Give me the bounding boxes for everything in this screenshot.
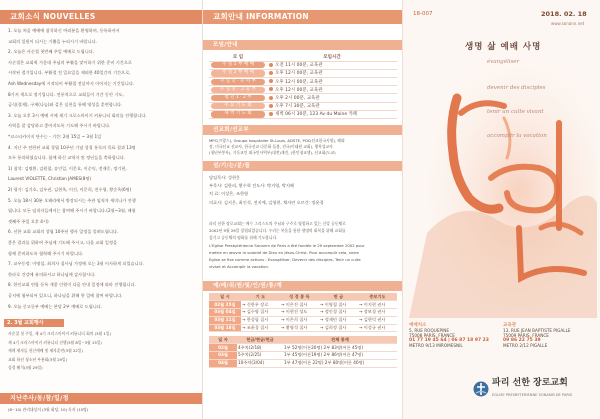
service-name: 주 일 1 부 예 배 bbox=[211, 62, 265, 68]
text-line: 8가지 색으로 정기입니다. 전통적으로 교회들이 기간 동안 기도, bbox=[8, 91, 124, 97]
clock-icon bbox=[269, 63, 273, 67]
issue-number: 18-007 bbox=[413, 11, 433, 17]
stats-col: 전체 통계 bbox=[283, 336, 397, 344]
text-line: 9. 오늘 중고등부 예배는 본당 2부 예배로 드립니다. bbox=[8, 303, 103, 309]
schedule-col: 중보기도 bbox=[358, 293, 397, 301]
service-row bbox=[209, 102, 397, 110]
brush-artwork bbox=[409, 28, 597, 318]
stats-cell: 1부 45명(어른19명) 2부 86명(어른 47명) bbox=[283, 352, 397, 360]
stats-col: 일 자 bbox=[209, 336, 237, 344]
col-meeting: 모 임 bbox=[209, 53, 267, 61]
schedule-cell: → 조윤경 집사 bbox=[241, 324, 280, 332]
metro-info: METRO 9/13 MIROMESNIL bbox=[409, 343, 463, 349]
text-line: *코스티카이지 단수는 - 기간: 2월 15일 ~ 3월 1일 bbox=[8, 134, 102, 139]
clock-icon bbox=[269, 96, 273, 100]
text-line: 8. 한인교회 연합 등록 개종 인원이 다음 안내 일정에 따라 진행됩니다. bbox=[8, 282, 136, 288]
service-row bbox=[209, 61, 397, 69]
service-time: 오전 11시 00분, 교육관 bbox=[275, 63, 323, 69]
text-line: 파리 선한 장로교회는 예수 그리스도의 주님과 구주로 영접하고 있는 신앙 공동체로 bbox=[209, 221, 346, 226]
schedule-row bbox=[209, 316, 397, 324]
schedule-col: 헌 금 bbox=[319, 293, 358, 301]
stats-col: 헌금/현금/헌금 bbox=[237, 336, 283, 344]
schedule-cell: → 정인경 집사 bbox=[319, 309, 358, 317]
text-line: 사순절 첫 주일, 제 4기 크리스마이키 커뮤니티 회의 (3월 1일) bbox=[8, 331, 111, 336]
service-table-head bbox=[209, 53, 397, 61]
col-place: 모임시간 bbox=[267, 53, 397, 61]
theme-fr-4: accomplir la vocation bbox=[487, 133, 547, 139]
clock-icon bbox=[269, 87, 273, 91]
schedule-date: 03월 18일 bbox=[209, 324, 241, 332]
clock-icon bbox=[269, 112, 273, 116]
footer-line: (8~10) 관리대상지 (3월 회당, 10) 독자 (10명) bbox=[8, 407, 89, 412]
events-header: 2. 3월 교회행사 bbox=[4, 319, 64, 327]
text-line: L'Eglise Presbytérienne Sonanm de Paris a été fondée le 29 septembre 2002 pour bbox=[209, 242, 365, 248]
text-line: 한파로 건강에 유의하시고 하나님께 감사합시다. bbox=[8, 271, 96, 277]
stats-row bbox=[209, 344, 397, 352]
text-line: 시작된 절기입니다. 부활절 전 일요일을 제외한 40일간의 기간으로, bbox=[8, 70, 131, 76]
stats-head bbox=[209, 336, 397, 344]
service-row bbox=[209, 110, 397, 118]
clock-icon bbox=[269, 71, 273, 75]
text-line: 정, 미국선교 선교사, 한국선교 다문화 돌봄, 전국(이태원 교회), 행복성교사 bbox=[209, 144, 333, 150]
schedule-head bbox=[209, 293, 397, 301]
service-table bbox=[209, 53, 397, 119]
stats-row bbox=[209, 359, 397, 367]
news-header: 교회소식 NOUVELLES bbox=[0, 10, 203, 24]
stats-row bbox=[209, 352, 397, 360]
text-line: Laurent VIOLETTE, Christian JAMES(8명) bbox=[8, 176, 92, 182]
address-label: 교육관 bbox=[503, 323, 517, 328]
text-line: 담임목사: 성현웅 bbox=[209, 175, 241, 180]
information-column bbox=[203, 0, 403, 419]
phone-number: 01 77 19 45 64 | 06 87 18 97 23 bbox=[409, 338, 489, 344]
schedule-col: 성 경 봉 독 bbox=[280, 293, 319, 301]
text-line: 좋은 결과를 위하여 주님께 기도해 주시고, 다음 교회 일정을 bbox=[8, 240, 118, 245]
schedule-cell: → 정재민 집사 bbox=[319, 316, 358, 324]
service-name: 청 년 1 · 2 부 bbox=[211, 95, 265, 101]
text-line: 사역을 잘 감당하고 좋아지도록 기도해 주시기 바랍니다. bbox=[8, 123, 111, 129]
address-worship bbox=[409, 322, 501, 370]
text-line: 사순절은 교회력 가운데 주님의 부활을 맞이하기 위한 준비 기간으로 bbox=[8, 59, 132, 65]
theme-fr-1: évangéliser bbox=[487, 59, 520, 65]
text-line: 공지에 첨부되어 있으니, 하나님을 위해 한 일에 참여 바랍니다. bbox=[8, 293, 123, 298]
website: www.sonann.net bbox=[551, 21, 585, 26]
text-line: 모두 통과하였습니다. 함께 하신 교역자 및 정년들을 축하합니다. bbox=[8, 155, 126, 161]
text-line: MPC(프랑스), Groupe hospitalier St-Louis, ADSTE, PCK(선교한국지원), 해외 bbox=[209, 138, 345, 143]
text-line: 1) 참석: 김명환, 김원철, 송인일, 이문호, 이순익, 전재웅, 정기현, bbox=[8, 165, 127, 171]
stats-cell: 1부 47명(어른 22명) 2부 80명(어른 46명) bbox=[283, 359, 397, 367]
schedule-row bbox=[209, 324, 397, 332]
information-header: 교회안내 INFORMATION bbox=[203, 10, 403, 24]
church-logo-icon bbox=[473, 381, 489, 397]
text-line: 부목사: 김한리, 황수혁 전도사: 박지영, 박지혜 bbox=[209, 183, 294, 189]
address-line: 13, RUE JEAN BAPTISTE PIGALLE bbox=[503, 328, 571, 333]
church-name-fr: EGLISE PRESBYTERIENNE SONANM DE PARIS bbox=[492, 393, 573, 397]
stats-cell: 10주차(3/04) bbox=[237, 359, 283, 367]
phone-number: 09 86 22 75 39 bbox=[503, 338, 541, 344]
text-line: 섬기고 공동체의 평화를 위해 기도합니다. bbox=[209, 235, 278, 241]
schedule-cell: → 이영철 집사 bbox=[319, 301, 358, 309]
service-time: 오후 2시 00분, 교육관 bbox=[275, 96, 320, 102]
service-row bbox=[209, 94, 397, 102]
address-line: 75008 PARIS, FRANCE bbox=[409, 333, 455, 339]
church-name: 파리 선한 장로교회 bbox=[492, 378, 568, 388]
schedule-cell: → 신한우 장로 bbox=[241, 301, 280, 309]
service-row bbox=[209, 69, 397, 77]
schedule-cell: → 황영석 집사 bbox=[280, 324, 319, 332]
schedule-date: 03월 04일 bbox=[209, 309, 241, 317]
metro-info: METRO 2/12 PIGALLE bbox=[503, 343, 548, 349]
service-time: 오후 12시 00분, 교육관 bbox=[275, 87, 323, 93]
text-line: 함께 준비하도록 협력해 주시기 바랍니다. bbox=[8, 250, 84, 256]
text-line: Ash Wednesday에 시작되어 부활절 전날까지 이어지는 기간입니다. bbox=[8, 81, 135, 86]
stats-date: 02월 bbox=[209, 344, 237, 352]
mission-title: 선교회/선교부 bbox=[203, 125, 403, 135]
schedule-col: 일 시 bbox=[209, 293, 241, 301]
schedule-table bbox=[209, 293, 397, 332]
address-education bbox=[503, 322, 595, 370]
clock-icon bbox=[269, 104, 273, 108]
schedule-date: 03월 11일 bbox=[209, 316, 241, 324]
service-row bbox=[209, 78, 397, 86]
schedule-cell: → 이현진 성도 bbox=[280, 309, 319, 317]
text-line: (청년부봉사), 기독교인 외국인사역부(대전)재건, (한인청교생), 선교회(도교) bbox=[209, 150, 336, 156]
schedule-cell: → 김희정 집사 bbox=[319, 324, 358, 332]
schedule-title: 예/배/위/원/및/인/원/통/계 bbox=[203, 281, 403, 291]
text-line: 6. 선한 교회 교회의 창립 10주년 행사 일정을 알려드립니다. bbox=[8, 229, 119, 235]
text-line: 7. 교우동정: 이명섭, 최희자 집사님 가정에 오는 3월 이사하게 되었습니다. bbox=[8, 261, 144, 267]
schedule-cell: → 이은희 집사 bbox=[280, 316, 319, 324]
schedule-row bbox=[209, 309, 397, 317]
text-line: vivant et Accomplir la vocation. bbox=[209, 264, 270, 270]
service-time: 오후 12시 00분, 교육관 bbox=[275, 71, 323, 77]
schedule-cell: → 이은진 집사 bbox=[280, 301, 319, 309]
text-line: 제 4기 크리스마이키 커뮤니티 진행(3월 8일~3월 15일) bbox=[8, 339, 102, 345]
service-time: 오후 7시 30분, 교육관 bbox=[275, 104, 320, 110]
text-line: mettre en œuvre la volonté de Dieu en Jésus-Christ. Pour accomplir cela, notre bbox=[209, 249, 359, 255]
text-line: 2002년 9월 29일 창립되었습니다. 우리는 복음을 통한 생명의 회복을 위해 교회를 bbox=[209, 228, 346, 234]
service-name: 주 일 학 · 유 아 부 bbox=[211, 79, 265, 85]
text-line: 2. 오늘은 사순절 첫번째 주일 예배로 드립니다. bbox=[8, 49, 95, 55]
theme-korean: 생명 삶 예배 사명 bbox=[465, 42, 542, 52]
service-time: 오후 12시 00분, 교육관 bbox=[275, 79, 323, 85]
schedule-row bbox=[209, 301, 397, 309]
schedule-cell: → 장보경 권사 bbox=[358, 309, 397, 317]
service-name: 새 벽 기 도 회 bbox=[211, 111, 265, 117]
stats-cell: 5주차(2/25) bbox=[237, 352, 283, 360]
text-line: 1. 오늘 처음 예배에 참석하신 여러분을 환영하며, 등록하셔서 bbox=[8, 28, 120, 33]
text-line: Eglise se fixe comme actions : Evangéliser, Devenir des disciples, Tenir un culte bbox=[209, 257, 361, 262]
text-line: 5. 오늘 18시 30분 오페라에서 방장되시는 주관 임직자 세미나가 진행 bbox=[8, 197, 136, 203]
footer-header: 지난주사/동/참/일/정 bbox=[0, 393, 203, 404]
service-time: 새벽 06시 30분, 123 Av du Maine 카페 bbox=[275, 112, 358, 118]
schedule-date: 02월 25일 bbox=[209, 301, 241, 309]
theme-fr-2: devenir des disciples bbox=[487, 85, 546, 91]
staff-title: 섬/기/는/분/들 bbox=[203, 161, 403, 171]
service-row bbox=[209, 86, 397, 94]
schedule-cell: → 김수영 집사 bbox=[241, 309, 280, 317]
address-line: 75009 PARIS, FRANCE bbox=[503, 333, 549, 339]
address-label: 예배처소 bbox=[409, 323, 427, 328]
stats-cell: 4주차(2/18) bbox=[237, 344, 283, 352]
stats-date: 03월 bbox=[209, 352, 237, 360]
stats-date: 04월 bbox=[209, 359, 237, 367]
schedule-cell: → 한성필 집사 bbox=[241, 316, 280, 324]
service-name: 주 일 2 부 예 배 bbox=[211, 70, 265, 76]
text-line: 세계 제자들 헌신예배 및 제자훈련(3월 22일) bbox=[8, 348, 83, 354]
schedule-cell: → 김현덕 권사 bbox=[358, 316, 397, 324]
clock-icon bbox=[269, 79, 273, 83]
cover-column bbox=[403, 0, 600, 419]
address-line: 5, RUE ROQUEPINE bbox=[409, 328, 450, 333]
service-name: 주 일 중 · 고 등 부 bbox=[211, 87, 265, 93]
worship-title: 모임/안내 bbox=[203, 40, 403, 50]
stats-cell: 1부 52명(어른20명) 2부 83명(어른 45명) bbox=[283, 344, 397, 352]
text-line: 교회 하선 청소년 부흥회(3월 29일) bbox=[8, 356, 68, 362]
text-line: 성경 해석(3월 29일) bbox=[8, 365, 43, 371]
text-line: 4. 지난 주 전편된 교회 창립 10주년 기념 성경 통독의 목표 결과 13명 bbox=[8, 144, 136, 150]
text-line: 셋째주 주일 오후 4시) bbox=[8, 218, 49, 224]
text-line: 2) 평가: 김기호, 김우권, 김현옥, 이건, 이문희, 전수형, 황순옥(6명) bbox=[8, 187, 132, 192]
text-line: 됩니다. 모든 임직자들께서는 참여해 주시기 바랍니다.(2월~3월, 매월 bbox=[8, 208, 136, 214]
text-line: 교회의 일원이 되시는 기쁨을 누리시기 바랍니다. bbox=[8, 38, 97, 44]
theme-fr-3: tenir un culte vivant bbox=[487, 109, 544, 115]
issue-date: 2018. 02. 18 bbox=[541, 10, 587, 18]
news-column bbox=[0, 0, 203, 419]
schedule-col: 기 도 bbox=[241, 293, 280, 301]
text-line: 의료사: 김지은, 최인석, 전지예, 김영현, 채자연 오르간: 정윤경 bbox=[209, 199, 324, 205]
schedule-cell: → 이성규 권사 bbox=[358, 324, 397, 332]
service-name: 수 요 기 도 회 bbox=[211, 103, 265, 109]
text-line: 금식(절제), 구제(나눔)와 같은 실천을 통해 영성을 훈련합니다. bbox=[8, 102, 123, 108]
stats-table bbox=[209, 336, 397, 368]
schedule-cell: → 이지현 권사 bbox=[358, 301, 397, 309]
text-line: 3. 오늘 오후 3시 예배 시에 제기 크로스마이키 커뮤니티 회의를 진행합니다. bbox=[8, 112, 147, 118]
text-line: 치 료: 이상은, 조한영 bbox=[209, 191, 249, 197]
